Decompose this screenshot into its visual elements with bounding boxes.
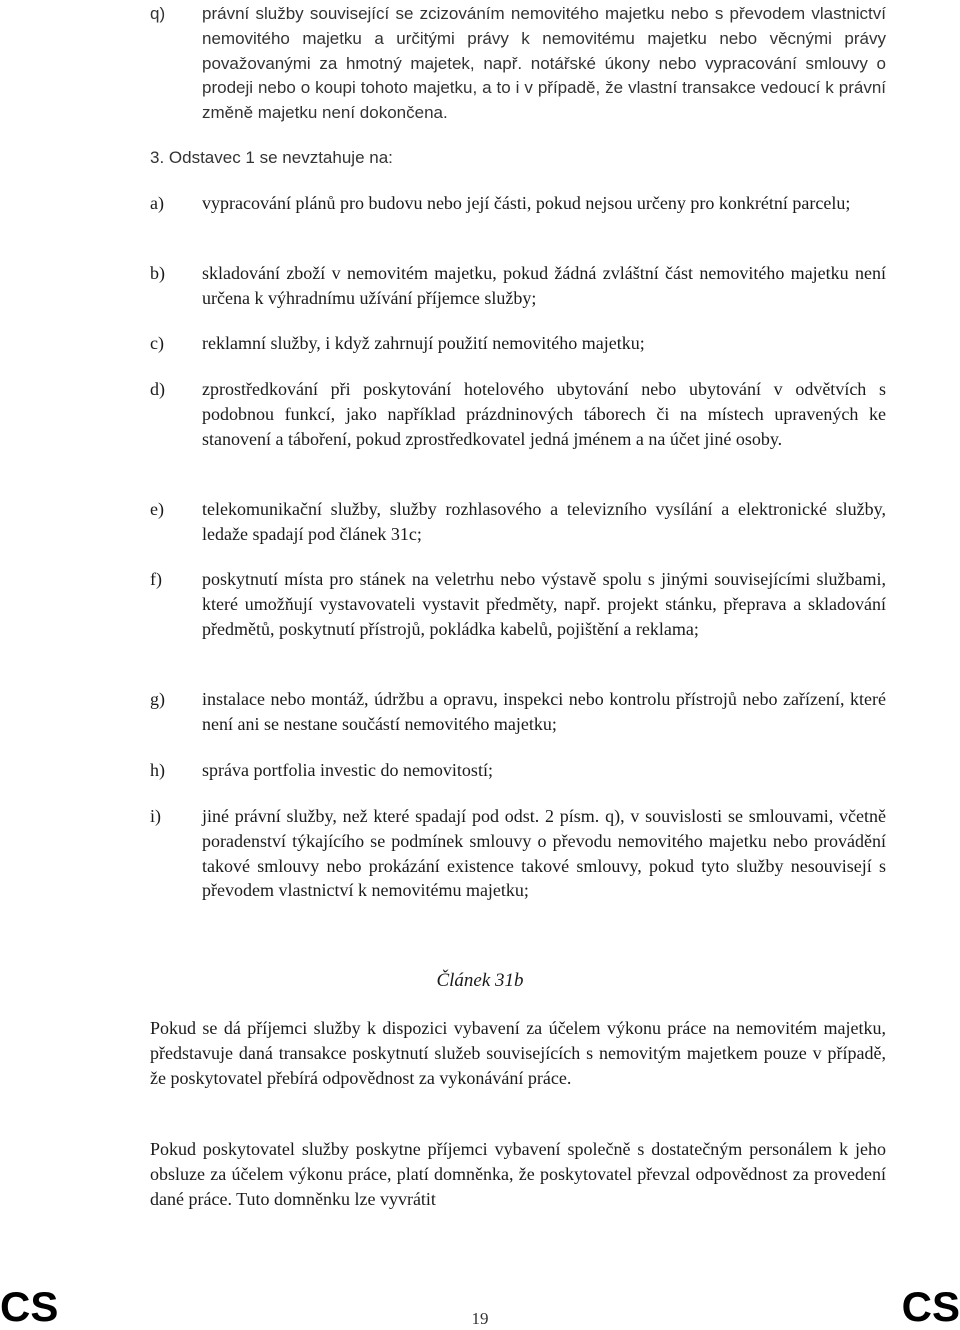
list-item-letter: q) xyxy=(150,4,166,23)
list-item-text: jiné právní služby, než které spadají pod odst. 2 písm. q), v souvislosti se smlouvami, včetně poradenství týkajícího se podmínek smlouvy o převodu nemovitého majetku nebo provádění takové smlouvy nebo prokázání existence takové smlouvy, pokud tyto služby nesouvisejí s převodem vlastnictví k nemovitému majetku; xyxy=(202,806,886,901)
list-item-letter: g) xyxy=(150,689,165,709)
list-item-letter: b) xyxy=(150,263,165,283)
list-item-e xyxy=(150,497,886,547)
list-item-g xyxy=(150,687,886,737)
paragraph-2: Pokud poskytovatel služby poskytne příjemci vybavení společně s dostatečným personálem k jeho obsluze za účelem výkonu práce, platí domněnka, že poskytovatel převzal odpovědnost za provedení dané práce. Tuto domněnku lze vyvrátit xyxy=(150,1139,886,1209)
list-item-letter: c) xyxy=(150,333,164,353)
list-item-text: reklamní služby, i když zahrnují použití nemovitého majetku; xyxy=(202,333,645,353)
list-item-text: vypracování plánů pro budovu nebo její části, pokud nejsou určeny pro konkrétní parcelu; xyxy=(202,193,851,213)
list-item-i xyxy=(150,804,886,903)
list-item-text: poskytnutí místa pro stánek na veletrhu nebo výstavě spolu s jinými souvisejícími službami, které umožňují vystavovateli vystavit předměty, např. projekt stánku, přeprava a skladování předmětů, poskytnutí přístrojů, pokládka kabelů, pojištění a reklama; xyxy=(202,569,886,639)
list-item-text: skladování zboží v nemovitém majetku, pokud žádná zvláštní část nemovitého majetku není určena k výhradnímu užívání příjemce služby; xyxy=(202,263,886,308)
article-title: Článek 31b xyxy=(436,970,524,991)
list-item-d xyxy=(150,377,886,451)
section-heading: 3. Odstavec 1 se nevztahuje na: xyxy=(150,148,393,167)
list-item-q xyxy=(150,2,886,126)
list-item-letter: h) xyxy=(150,760,165,780)
language-code-right: CS xyxy=(901,1283,960,1330)
list-item-letter: f) xyxy=(150,569,162,589)
list-item-letter: i) xyxy=(150,806,161,826)
list-item-letter: e) xyxy=(150,499,164,519)
language-code-left: CS xyxy=(0,1283,59,1330)
paragraph-1: Pokud se dá příjemci služby k dispozici vybavení za účelem výkonu práce na nemovitém majetku, představuje daná transakce poskytnutí služeb souvisejících s nemovitým majetkem pouze v případě, že poskytovatel přebírá odpovědnost za vykonávání práce. xyxy=(150,1018,886,1088)
list-item-a xyxy=(150,191,886,216)
list-item-letter: d) xyxy=(150,379,165,399)
list-item-b xyxy=(150,261,886,311)
list-item-text: telekomunikační služby, služby rozhlasového a televizního vysílání a elektronické služby, ledaže spadají pod článek 31c; xyxy=(202,499,886,544)
list-item-letter: a) xyxy=(150,193,164,213)
list-item-text: instalace nebo montáž, údržbu a opravu, inspekci nebo kontrolu přístrojů nebo zařízení, které není ani se nestane součástí nemovitého majetku; xyxy=(202,689,886,734)
list-item-text: správa portfolia investic do nemovitostí; xyxy=(202,760,493,780)
list-item-text: právní služby související se zcizováním nemovitého majetku nebo s převodem vlastnictví nemovitého majetku a určitými právy k nemovitému majetku nebo věcnými právy považovanými za hmotný majetek, např. notářské úkony nebo vypracování smlouvy o prodeji nebo o koupi tohoto majetku, a to i v případě, že vlastní transakce vedoucí k právní změně majetku není dokončena. xyxy=(202,4,886,123)
list-item-h xyxy=(150,758,886,783)
page-number: 19 xyxy=(471,1309,489,1328)
list-item-text: zprostředkování při poskytování hotelového ubytování nebo ubytování v odvětvích s podobnou funkcí, jako například prázdninových táborech či na místech upravených ke stanovení a táboření, pokud zprostředkovatel jedná jménem a na účet jiné osoby. xyxy=(202,379,886,449)
list-item-f xyxy=(150,567,886,641)
list-item-c xyxy=(150,331,886,356)
